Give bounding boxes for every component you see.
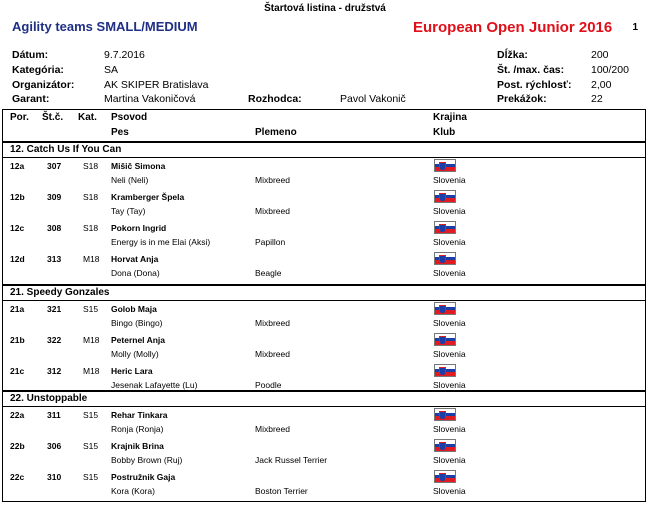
member-start-number: 310: [47, 472, 62, 482]
slovenia-flag-icon: [434, 408, 456, 421]
competition-class-title: Agility teams SMALL/MEDIUM: [12, 19, 198, 34]
prekazok-label: Prekážok:: [497, 93, 547, 105]
slovenia-flag-icon: [434, 190, 456, 203]
col-krajina: Krajina: [433, 112, 467, 123]
col-pes: Pes: [111, 127, 129, 138]
member-dog: Bobby Brown (Ruj): [111, 455, 183, 465]
member-position: 12b: [10, 192, 25, 202]
member-handler: Krajnik Brina: [111, 441, 164, 451]
member-category: M18: [83, 366, 100, 376]
col-kat: Kat.: [78, 112, 97, 123]
organizator-label: Organizátor:: [12, 79, 75, 91]
slovenia-flag-icon: [434, 252, 456, 265]
member-breed: Beagle: [255, 268, 282, 278]
member-handler: Mišič Simona: [111, 161, 166, 171]
slovenia-flag-icon: [434, 302, 456, 315]
member-category: M18: [83, 254, 100, 264]
member-position: 22b: [10, 441, 25, 451]
slovenia-flag-icon: [434, 439, 456, 452]
member-start-number: 308: [47, 223, 62, 233]
member-category: S15: [83, 441, 99, 451]
slovenia-flag-icon: [434, 364, 456, 377]
member-dog: Jesenak Lafayette (Lu): [111, 380, 198, 390]
start-list-table: [2, 109, 646, 502]
member-position: 12a: [10, 161, 25, 171]
member-start-number: 309: [47, 192, 62, 202]
member-category: S15: [83, 304, 99, 314]
member-country: Slovenia: [433, 380, 466, 390]
member-country: Slovenia: [433, 237, 466, 247]
member-start-number: 322: [47, 335, 62, 345]
member-position: 21b: [10, 335, 25, 345]
team-separator: [2, 141, 646, 143]
page-number: 1: [632, 22, 638, 33]
team-header-rule: [2, 406, 646, 407]
member-category: S15: [83, 472, 99, 482]
datum-label: Dátum:: [12, 49, 49, 61]
member-category: S18: [83, 161, 99, 171]
prekazok-value: 22: [591, 93, 603, 105]
member-handler: Golob Maja: [111, 304, 157, 314]
member-country: Slovenia: [433, 318, 466, 328]
member-start-number: 313: [47, 254, 62, 264]
member-breed: Mixbreed: [255, 349, 290, 359]
dlzka-value: 200: [591, 49, 609, 61]
max-cas-value: 100/200: [591, 64, 629, 76]
member-category: S18: [83, 192, 99, 202]
team-name: 12. Catch Us If You Can: [10, 144, 122, 155]
datum-value: 9.7.2016: [104, 49, 145, 61]
member-breed: Jack Russel Terrier: [255, 455, 328, 465]
team-header-rule: [2, 157, 646, 158]
member-handler: Kramberger Špela: [111, 192, 185, 202]
member-start-number: 311: [47, 410, 61, 420]
slovenia-flag-icon: [434, 470, 456, 483]
slovenia-flag-icon: [434, 159, 456, 172]
col-psovod: Psovod: [111, 112, 148, 123]
member-country: Slovenia: [433, 486, 466, 496]
member-dog: Dona (Dona): [111, 268, 160, 278]
garant-value: Martina Vakoničová: [104, 93, 196, 105]
member-breed: Mixbreed: [255, 424, 290, 434]
member-position: 22c: [10, 472, 25, 482]
member-category: S15: [83, 410, 99, 420]
member-position: 21c: [10, 366, 25, 376]
member-dog: Molly (Molly): [111, 349, 159, 359]
member-position: 21a: [10, 304, 25, 314]
kategoria-value: SA: [104, 64, 119, 76]
member-position: 12c: [10, 223, 25, 233]
rozhodca-label: Rozhodca:: [248, 93, 302, 105]
team-separator: [2, 284, 646, 286]
dlzka-label: Dĺžka:: [497, 49, 528, 61]
rychlost-value: 2,00: [591, 79, 612, 91]
member-dog: Bingo (Bingo): [111, 318, 163, 328]
member-handler: Horvat Anja: [111, 254, 159, 264]
member-category: S18: [83, 223, 99, 233]
member-country: Slovenia: [433, 268, 466, 278]
kategoria-label: Kategória:: [12, 64, 64, 76]
member-country: Slovenia: [433, 175, 466, 185]
col-klub: Klub: [433, 127, 456, 138]
member-start-number: 306: [47, 441, 62, 451]
member-position: 22a: [10, 410, 25, 420]
team-header-rule: [2, 300, 646, 301]
member-breed: Mixbreed: [255, 318, 290, 328]
col-plemeno: Plemeno: [255, 127, 297, 138]
member-start-number: 321: [47, 304, 62, 314]
member-handler: Rehar Tinkara: [111, 410, 168, 420]
member-handler: Peternel Anja: [111, 335, 166, 345]
member-start-number: 307: [47, 161, 62, 171]
member-country: Slovenia: [433, 349, 466, 359]
slovenia-flag-icon: [434, 333, 456, 346]
member-country: Slovenia: [433, 424, 466, 434]
team-name: 21. Speedy Gonzales: [10, 287, 110, 298]
organizator-value: AK SKIPER Bratislava: [104, 79, 209, 91]
member-breed: Papillon: [255, 237, 286, 247]
member-category: M18: [83, 335, 100, 345]
member-breed: Poodle: [255, 380, 282, 390]
member-dog: Energy is in me Elai (Aksi): [111, 237, 211, 247]
document-top-title: Štartová listina - družstvá: [264, 3, 386, 14]
member-handler: Postružnik Gaja: [111, 472, 176, 482]
team-separator: [2, 390, 646, 392]
team-name: 22. Unstoppable: [10, 393, 88, 404]
rychlost-label: Post. rýchlosť:: [497, 79, 572, 91]
member-dog: Neli (Neli): [111, 175, 149, 185]
garant-label: Garant:: [12, 93, 50, 105]
member-country: Slovenia: [433, 455, 466, 465]
slovenia-flag-icon: [434, 221, 456, 234]
member-position: 12d: [10, 254, 25, 264]
member-handler: Pokorn Ingrid: [111, 223, 167, 233]
member-dog: Ronja (Ronja): [111, 424, 164, 434]
member-start-number: 312: [47, 366, 62, 376]
member-breed: Mixbreed: [255, 175, 290, 185]
member-breed: Boston Terrier: [255, 486, 308, 496]
member-dog: Kora (Kora): [111, 486, 155, 496]
member-country: Slovenia: [433, 206, 466, 216]
max-cas-label: Št. /max. čas:: [497, 64, 565, 76]
col-stc: Št.č.: [42, 112, 64, 123]
member-dog: Tay (Tay): [111, 206, 146, 216]
event-title: European Open Junior 2016: [413, 19, 613, 36]
member-handler: Heric Lara: [111, 366, 153, 376]
col-por: Por.: [10, 112, 29, 123]
rozhodca-value: Pavol Vakonič: [340, 93, 406, 105]
member-breed: Mixbreed: [255, 206, 290, 216]
